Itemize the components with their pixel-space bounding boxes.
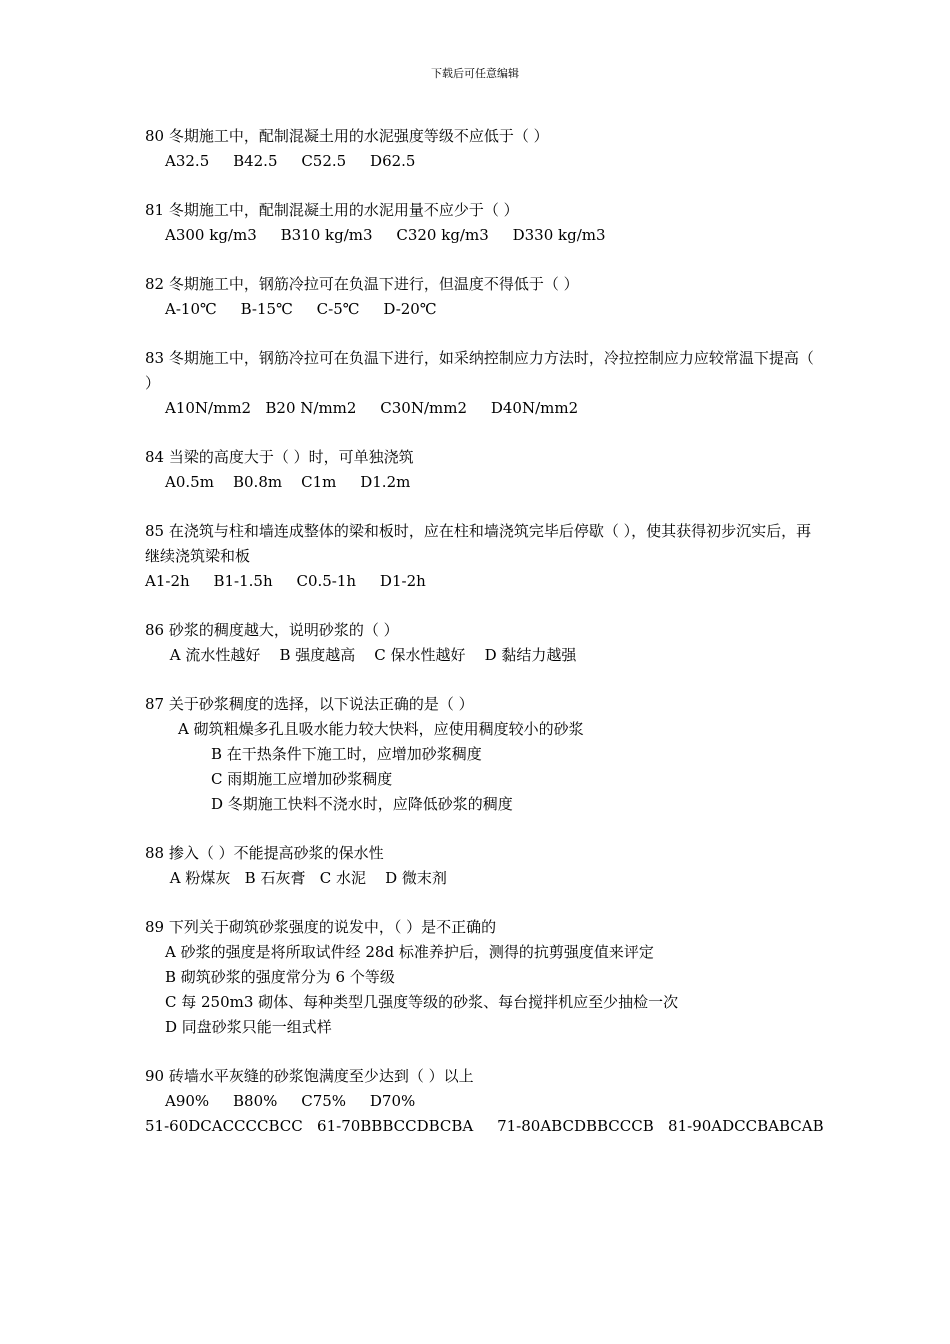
question-stem: 86 砂浆的稠度越大，说明砂浆的（ ） xyxy=(145,621,399,639)
question-stem: 84 当梁的高度大于（ ）时，可单独浇筑 xyxy=(145,448,414,466)
question-options: A90% B80% C75% D70% xyxy=(165,1092,416,1110)
question-options: A 流水性越好 B 强度越高 C 保水性越好 D 黏结力越强 xyxy=(165,646,577,664)
question-stem: 90 砖墙水平灰缝的砂浆饱满度至少达到（ ）以上 xyxy=(145,1067,474,1085)
question-stem: 81 冬期施工中，配制混凝土用的水泥用量不应少于（ ） xyxy=(145,201,519,219)
option-c: C 每 250m3 砌体、每种类型几强度等级的砂浆、每台搅拌机应至少抽检一次 xyxy=(165,993,679,1011)
question-options: A 粉煤灰 B 石灰膏 C 水泥 D 微末剂 xyxy=(165,869,447,887)
option-a: A 砌筑粗燥多孔且吸水能力较大快料，应使用稠度较小的砂浆 xyxy=(178,720,584,738)
question-82 xyxy=(145,272,815,322)
question-80 xyxy=(145,124,815,174)
option-a: A 砂浆的强度是将所取试件经 28d 标准养护后，测得的抗剪强度值来评定 xyxy=(165,943,654,961)
option-b: B 砌筑砂浆的强度常分为 6 个等级 xyxy=(165,968,395,986)
question-84 xyxy=(145,445,815,495)
question-stem: 83 冬期施工中，钢筋冷拉可在负温下进行，如采纳控制应力方法时，冷拉控制应力应较常温下提高（ ） xyxy=(145,349,814,392)
question-options: A0.5m B0.8m C1m D1.2m xyxy=(165,473,411,491)
question-options: A1-2h B1-1.5h C0.5-1h D1-2h xyxy=(145,572,426,590)
question-86 xyxy=(145,618,815,668)
question-90 xyxy=(145,1064,815,1114)
question-stem: 87 关于砂浆稠度的选择，以下说法正确的是（ ） xyxy=(145,695,474,713)
question-stem: 85 在浇筑与柱和墙连成整体的梁和板时，应在柱和墙浇筑完毕后停歇（ ），使其获得初步沉实后，再继续浇筑梁和板 xyxy=(145,522,812,565)
question-stem: 80 冬期施工中，配制混凝土用的水泥强度等级不应低于（ ） xyxy=(145,127,549,145)
question-stem: 82 冬期施工中，钢筋冷拉可在负温下进行，但温度不得低于（ ） xyxy=(145,275,579,293)
answer-key: 51-60DCACCCCBCC 61-70BBBCCDBCBA 71-80ABCDBBCCCB 81-90ADCCBABCAB xyxy=(145,1117,824,1135)
question-stem: 89 下列关于砌筑砂浆强度的说发中，（ ）是不正确的 xyxy=(145,918,497,936)
option-d: D 同盘砂浆只能一组式样 xyxy=(165,1018,332,1036)
question-85 xyxy=(145,519,815,594)
page-header: 下载后可任意编辑 xyxy=(431,67,519,80)
question-83 xyxy=(145,346,815,421)
question-87 xyxy=(145,692,815,817)
question-list xyxy=(145,124,824,1139)
question-options: A300 kg/m3 B310 kg/m3 C320 kg/m3 D330 kg/m3 xyxy=(165,226,606,244)
question-88 xyxy=(145,841,815,891)
option-d: D 冬期施工快料不浇水时，应降低砂浆的稠度 xyxy=(211,795,513,813)
question-81 xyxy=(145,198,815,248)
question-options: A32.5 B42.5 C52.5 D62.5 xyxy=(165,152,416,170)
question-stem: 88 掺入（ ）不能提高砂浆的保水性 xyxy=(145,844,384,862)
question-options: A10N/mm2 B20 N/mm2 C30N/mm2 D40N/mm2 xyxy=(165,399,579,417)
question-89 xyxy=(145,915,815,1040)
option-c: C 雨期施工应增加砂浆稠度 xyxy=(211,770,393,788)
question-options: A-10℃ B-15℃ C-5℃ D-20℃ xyxy=(165,300,437,318)
option-b: B 在干热条件下施工时，应增加砂浆稠度 xyxy=(211,745,482,763)
